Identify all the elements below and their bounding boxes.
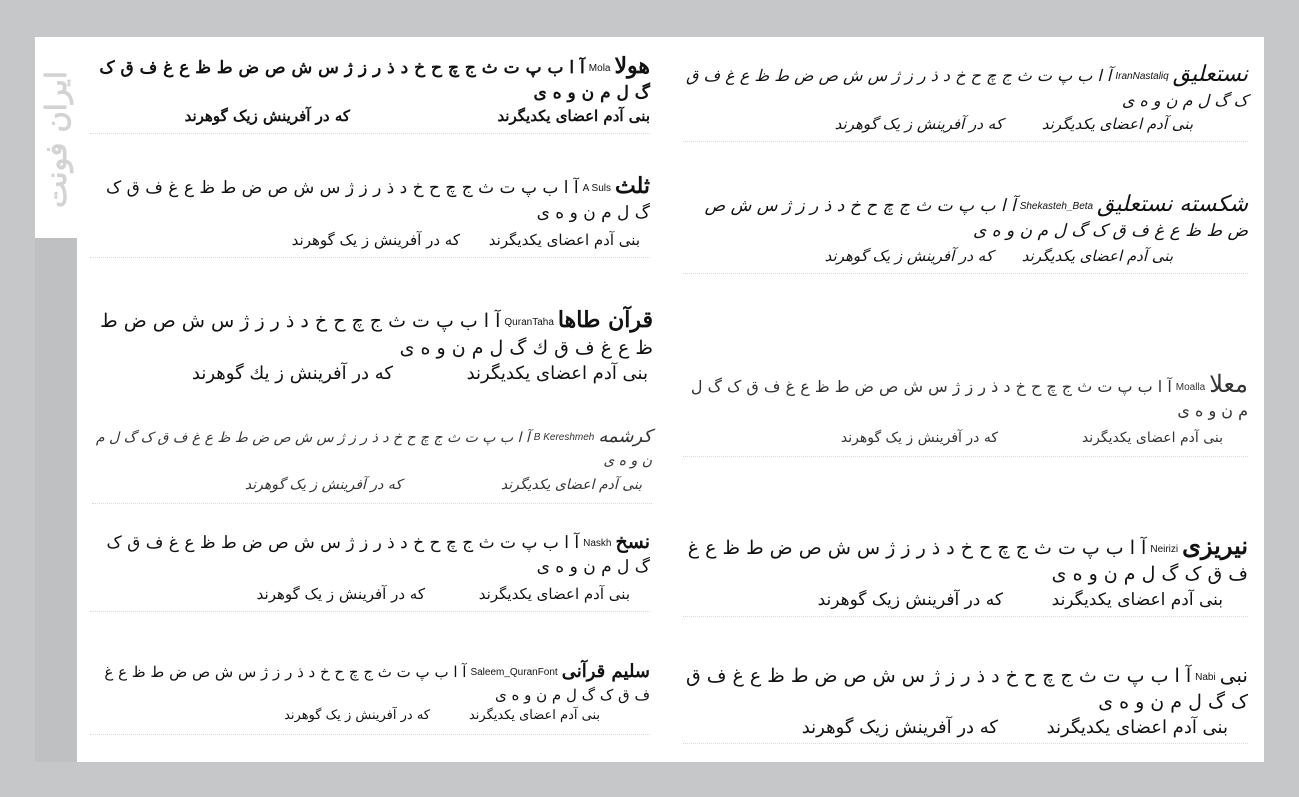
font-name: قرآن طاها [557,307,653,333]
font-latin-name: Moalla [1175,381,1206,393]
font-alphabet: آ ا ب پ ت ث ج چ ح خ د ذ ر ز ژ س ش ص ض ط ظ ع غ ف ق ک گ ل م ن و ه ی [704,196,1248,241]
font-latin-name: B Kereshmeh [533,431,595,443]
font-name: نیریزی [1182,531,1248,560]
font-latin-name: A Suls [582,182,611,194]
sample-row [90,585,650,612]
sample-second-half: که در آفرینش ز یک گوهرند [244,477,402,494]
sidebar-gray-strip [35,238,77,762]
sample-first-half: بنی آدم اعضای یکدیگرند [1081,429,1223,446]
font-latin-name: IranNastaliq [1115,70,1169,82]
font-alphabet: آ ا ب پ ت ث ج چ ح خ د ذ ر ز ژ س ش ص ض ط ظ ع غ ف ق ک گ ل م ن و ه ی [687,537,1248,586]
sample-row [683,115,1248,142]
font-block-shekasteh [683,190,1248,274]
font-alphabet: آ ا ب پ ت ث ج چ ح خ د ذ ر ز ژ س ش ص ض ط ظ ع غ ف ق ک گ ل م ن و ه ی [685,66,1248,110]
font-alphabet: آ ا ب پ ت ث ج چ ح خ د ذ ر ز ژ س ش ص ض ط ظ ع غ ف ق ک گ ل م ن و ه ی [685,665,1248,713]
font-block-mola [90,52,650,134]
sample-first-half: بنی آدم اعضای یکدیگرند [1041,115,1193,134]
sample-row [90,708,650,735]
font-latin-name: Neirizi [1150,543,1179,555]
sidebar-title: ایران فونت [39,71,73,209]
font-name: نبی [1219,663,1248,687]
sample-row [90,231,650,258]
sample-second-half: که در آفرینش ز یک گوهرند [824,246,993,265]
sample-row [85,363,653,389]
sample-second-half: که در آفرینش زیک گوهرند [801,717,998,739]
font-alphabet: آ ا ب پ ت ث ج چ ح خ د ذ ر ز ژ س ش ص ض ط ظ ع غ ف ق ک گ ل م ن و ه ی [95,430,652,470]
sample-first-half: بنی آدم اعضای یکدیگرند [500,477,642,494]
font-alphabet: آ ا ب پ ت ث ج چ ح خ د ذ ر ز ژ س ش ص ض ط ظ ع غ ف ق ک گ ل م ن و ه ی [690,377,1248,421]
font-name: هولا [614,53,650,79]
font-name: کرشمه [598,426,652,447]
font-block-neirizi [683,530,1248,617]
sample-row [683,247,1248,274]
sample-first-half: بنی آدم اعضای یکدیگرند [488,230,640,249]
sample-first-half: بنی آدم اعضای یکدیگرند [497,106,650,125]
font-block-moalla [683,368,1248,457]
sample-second-half: که در آفرینش ز یک گوهرند [256,584,425,603]
sample-first-half: بنی آدم اعضای یکدیگرند [468,707,600,723]
sample-second-half: که در آفرینش ز یک گوهرند [840,429,998,446]
sample-first-half: بنی آدم اعضای یکدیگرند [466,363,648,385]
font-latin-name: QuranTaha [504,316,554,328]
sample-row [683,590,1248,617]
font-block-suls [90,172,650,258]
sample-row [92,477,652,504]
font-alphabet: آ ا ب پ ت ث ج چ ح خ د ذ ر ز ژ س ش ص ض ط ظ ع غ ف ق ک گ ل م ن و ه ی [99,58,650,103]
font-alphabet: آ ا ب پ ت ث ج چ ح خ د ذ ر ز ژ س ش ص ض ط ظ ع غ ف ق ک گ ل م ن و ه ی [104,663,650,705]
font-block-kereshmeh [92,425,652,504]
sample-row [683,717,1248,744]
sample-first-half: بنی آدم اعضای یکدیگرند [1021,246,1173,265]
sample-second-half: که در آفرینش ز یک گوهرند [291,230,460,249]
sample-second-half: که در آفرینش زیک گوهرند [817,590,1003,611]
sample-first-half: بنی آدم اعضای یکدیگرند [1051,590,1223,611]
font-alphabet: آ ا ب پ ت ث ج چ ح خ د ذ ر ز ژ س ش ص ض ط ظ ع غ ف ق ك گ ل م ن و ه ی [100,310,653,359]
sample-second-half: که در آفرینش ز یك گوهرند [191,363,393,385]
sample-second-half: که در آفرینش ز یک گوهرند [834,115,1003,134]
sample-row [683,430,1248,457]
font-alphabet: آ ا ب پ ت ث ج چ ح خ د ذ ر ز ژ س ش ص ض ط ظ ع غ ف ق ک گ ل م ن و ه ی [106,533,650,577]
font-alphabet: آ ا ب پ ت ث ج چ ح خ د ذ ر ز ژ س ش ص ض ط ظ ع غ ف ق ک گ ل م ن و ه ی [106,178,650,223]
font-block-quran-taha [85,306,653,389]
font-block-nastaliq [683,60,1248,142]
font-name: نستعلیق [1172,62,1248,87]
font-latin-name: Shekasteh_Beta [1019,200,1094,212]
font-block-nabi [683,662,1248,744]
sample-second-half: که در آفرینش ز یک گوهرند [284,707,430,723]
font-latin-name: Mola [588,62,611,74]
sample-first-half: بنی آدم اعضای یکدیگرند [1046,717,1228,739]
font-name: ثلث [614,173,650,199]
font-name: شکسته نستعلیق [1097,192,1248,217]
font-name: سلیم قرآنی [561,661,650,682]
font-latin-name: Naskh [583,537,612,549]
font-name: نسخ [615,531,650,553]
font-block-naskh [90,530,650,612]
sample-row [90,107,650,134]
font-block-saleem [90,660,650,735]
font-latin-name: Nabi [1195,671,1216,683]
font-name: معلا [1209,370,1248,398]
sample-second-half: که در آفرینش زیک گوهرند [184,106,350,125]
font-latin-name: Saleem_QuranFont [470,666,558,678]
sample-first-half: بنی آدم اعضای یکدیگرند [478,584,630,603]
